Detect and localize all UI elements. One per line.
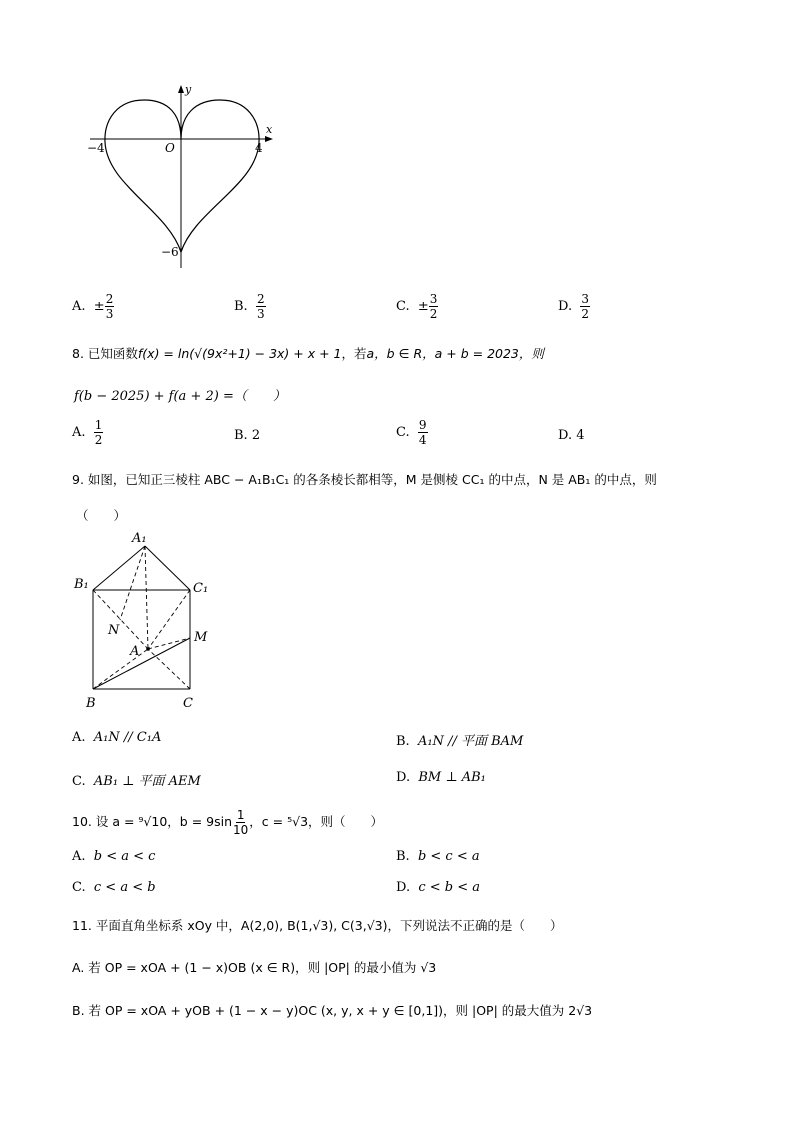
- label-A: A: [130, 644, 140, 659]
- q10-stem: 10. 设 a = ⁹√10，b = 9sin $\frac{1}{10}$ ，c = ⁵√3，则（ ）: [72, 808, 384, 837]
- q8-option-a: A. $\frac{1}{2}$: [72, 418, 103, 447]
- q9-option-c: C. AB₁ ⊥ 平面 AEM: [72, 774, 201, 789]
- heart-curve: [105, 100, 259, 252]
- prism-figure: [70, 526, 220, 716]
- heart-figure: [85, 80, 285, 275]
- tick-bottom-label: −6: [161, 245, 179, 259]
- q11-stem: 11. 平面直角坐标系 xOy 中，A(2,0), B(1,√3), C(3,√3)，下列说法不正确的是（ ）: [72, 918, 563, 933]
- q8-expression: f(b − 2025) + f(a + 2) =（ ）: [74, 389, 286, 404]
- q9-option-a: A. A₁N // C₁A: [72, 730, 162, 745]
- q7-option-c: C. ± $\frac{3}{2}$: [396, 292, 438, 321]
- q11-option-b: B. 若 OP = xOA + yOB + (1 − x − y)OC (x, y, x + y ∈ [0,1])，则 |OP| 的最大值为 2√3: [72, 1003, 593, 1018]
- q7-option-b: B. $\frac{2}{3}$: [234, 292, 265, 321]
- origin-label: O: [165, 141, 175, 155]
- q10-option-b: B. b < c < a: [396, 849, 480, 864]
- q9-option-d: D. BM ⊥ AB₁: [396, 770, 486, 785]
- q10-option-d: D. c < b < a: [396, 880, 481, 895]
- q10-option-a: A. b < a < c: [72, 849, 156, 864]
- q7-option-d: D. $\frac{3}{2}$: [558, 292, 589, 321]
- label-B: B: [86, 696, 96, 711]
- label-M: M: [194, 630, 208, 645]
- axis-y-label: y: [185, 83, 192, 96]
- q11-option-a: A. 若 OP = xOA + (1 − x)OB (x ∈ R)，则 |OP| 的最小值为 √3: [72, 960, 437, 975]
- q8-stem: 8. 已知函数f(x) = ln(√(9x²+1) − 3x) + x + 1，若a，b ∈ R，a + b = 2023，则: [72, 346, 544, 361]
- tick-right-label: 4: [255, 141, 263, 155]
- q9-stem-line2: （ ）: [76, 508, 127, 523]
- tick-left-label: −4: [87, 141, 105, 155]
- q8-option-c: C. $\frac{9}{4}$: [396, 418, 427, 447]
- q9-option-b: B. A₁N // 平面 BAM: [396, 734, 524, 749]
- label-C1: C₁: [193, 581, 209, 596]
- label-C: C: [183, 696, 193, 711]
- q8-option-d: D. 4: [558, 428, 585, 443]
- q9-stem-line1: 9. 如图，已知正三棱柱 ABC − A₁B₁C₁ 的各条棱长都相等，M 是侧棱 CC₁ 的中点，N 是 AB₁ 的中点，则: [72, 472, 657, 487]
- q8-option-b: B. 2: [234, 428, 261, 443]
- q10-option-c: C. c < a < b: [72, 880, 156, 895]
- label-A1: A₁: [132, 531, 147, 546]
- label-B1: B₁: [74, 577, 89, 592]
- axis-x-label: x: [266, 123, 273, 136]
- label-N: N: [108, 623, 120, 638]
- q7-option-a: A. ± $\frac{2}{3}$: [72, 292, 114, 321]
